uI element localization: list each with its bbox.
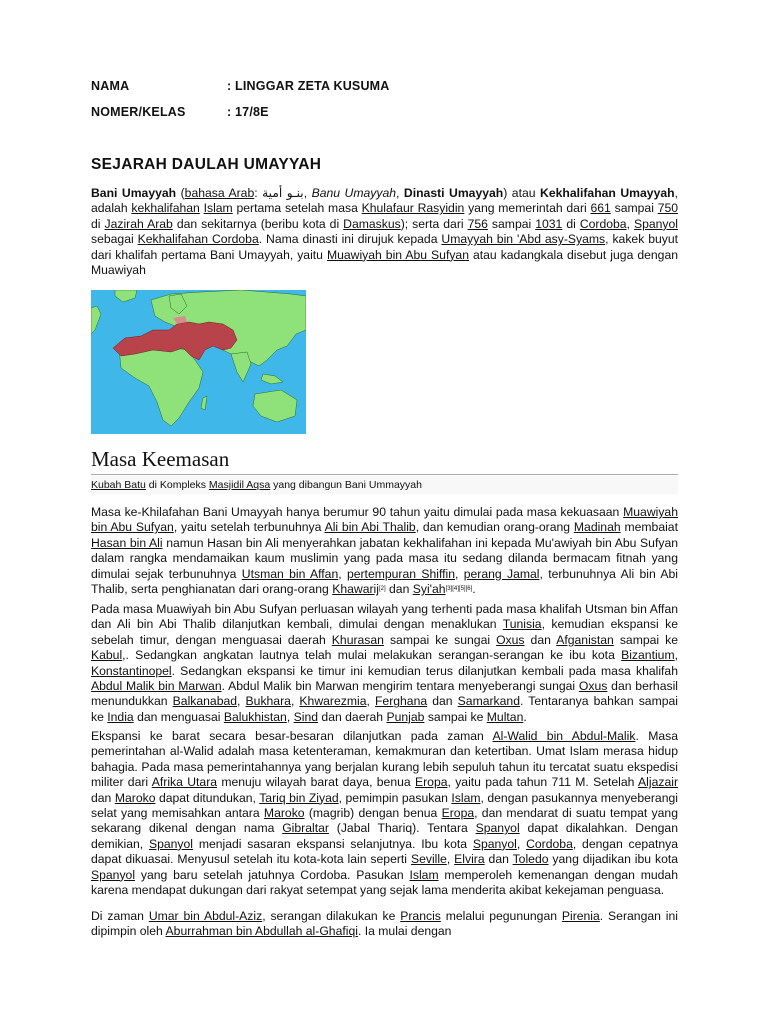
link-hasan-bin-ali[interactable]: Hasan bin Ali [91, 535, 163, 550]
text: Dinasti Umayyah [403, 186, 504, 200]
link-661[interactable]: 661 [590, 201, 611, 216]
link-khawarij[interactable]: Khawarij [332, 582, 379, 597]
text: sampai ke [613, 632, 678, 647]
text: , pemimpin pasukan [338, 790, 452, 805]
class-label: NOMER/KELAS [91, 105, 186, 119]
text: atau kadangkala disebut juga dengan Muawiyah [91, 247, 678, 278]
text: , serangan dilakukan ke [262, 909, 401, 923]
link-toledo[interactable]: Toledo [512, 852, 549, 867]
text: melalui pegunungan [440, 909, 562, 923]
link-oxus-2[interactable]: Oxus [578, 679, 608, 694]
text: , [290, 694, 300, 709]
text: . Masa pemerintahan al-Walid adalah masa ketenteraman, kemakmuran dan ketertiban. Umat Islam merasa hidup bahagia. Pada masa pemerintahannya yang berjalan kurang lebih sepuluh tahun itu tercatat suatu ekspedisi militer dari [91, 729, 678, 790]
link-islam-2[interactable]: Islam [451, 790, 481, 805]
link-abdul-malik-bin-marwan[interactable]: Abdul Malik bin Marwan [91, 679, 222, 694]
link-konstantinopel[interactable]: Konstantinopel [91, 663, 172, 678]
text: membaiat [620, 520, 678, 535]
text: dan [385, 582, 413, 597]
text: dapat ditundukan, [155, 790, 260, 805]
footnote-ref[interactable]: [2] [378, 586, 386, 593]
text: , dengan pasukannya menyeberangi selat yang memisahkan antara [91, 790, 678, 821]
text: Pada masa Muawiyah bin Abu Sufyan perluasan wilayah yang terhenti pada masa khalifah Utsman bin Affan dan Ali bin Abi Thalib dilanjutkan kembali, dimulai dengan menaklukan [91, 602, 678, 632]
text: dan [484, 852, 513, 867]
text: ( [176, 186, 185, 200]
text: , dan mendarat di suatu tempat yang sekarang dikenal dengan nama [91, 806, 678, 836]
link-bahasa-arab[interactable]: bahasa Arab [184, 186, 255, 200]
paragraph-1 [91, 505, 678, 597]
text: , yaitu setelah terbunuhnya [173, 520, 325, 535]
link-spanyol-2[interactable]: Spanyol [475, 821, 520, 836]
world-map-image [91, 290, 306, 434]
text: , kemudian ekspansi ke sebelah timur, dengan menguasai daerah [91, 617, 678, 647]
text: yang dijadikan ibu kota [548, 852, 679, 867]
text: Bani Umayyah [91, 186, 177, 200]
paragraph-2 [91, 602, 678, 725]
text: : بنـو أمية, [254, 186, 312, 200]
link-aljazair[interactable]: Aljazair [638, 775, 679, 790]
link-maroko-2[interactable]: Maroko [263, 806, 305, 821]
text: ,. Sedangkan angkatan lautnya telah mulai melakukan serangan-serangan ke ibu kota [122, 648, 622, 663]
text: namun Hasan bin Ali menyerahkan jabatan kekhalifahan ini kepada Mu'awiyah bin Abu Sufyan dalam rangka mendamaikan kaum muslimin yang pada masa itu sedang dilanda bermacam fitnah yang dimulai sejak terbunuhnya [91, 535, 678, 581]
link-syiah[interactable]: Syi'ah [412, 582, 446, 597]
link-umar-bin-abdul-aziz[interactable]: Umar bin Abdul-Aziz [148, 909, 263, 923]
text: , [237, 694, 246, 709]
text: memperoleh kemenangan dengan mudah karena mendapat dukungan dari rakyat setempat yang sejak lama menderita akibat kekejaman penguasa. [91, 867, 678, 898]
text: sampai [610, 201, 658, 216]
link-jazirah-arab[interactable]: Jazirah Arab [104, 216, 173, 231]
link-umayyah-bin-abd-asy-syams[interactable]: Umayyah bin 'Abd asy-Syams [441, 232, 606, 247]
link-spanyol-5[interactable]: Spanyol [91, 867, 136, 882]
text: di [562, 216, 580, 231]
link-maroko[interactable]: Maroko [114, 790, 156, 805]
link-islam-3[interactable]: Islam [409, 867, 439, 882]
text: . Serangan ini dipimpin oleh [91, 909, 678, 939]
text: ) atau [503, 186, 541, 200]
link-khwarezmia[interactable]: Khwarezmia [299, 694, 367, 709]
text: dan [427, 694, 458, 709]
document-title: SEJARAH DAULAH UMAYYAH [91, 156, 322, 173]
link-756[interactable]: 756 [467, 216, 488, 231]
text: yang memerintah dari [464, 201, 591, 216]
text: Ekspansi ke barat secara besar-besaran dilanjutkan pada zaman [91, 729, 493, 743]
text: yang baru setelah jatuhnya Cordoba. Pasukan [135, 867, 410, 882]
text: , [674, 648, 678, 663]
text: , yaitu pada tahun 711 M. Setelah [447, 775, 639, 790]
link-gibraltar[interactable]: Gibraltar [282, 821, 329, 836]
text: . Sedangkan ekspansi ke timur ini kemudian terus dilanjutkan kembali pada masa khalifah [171, 663, 678, 678]
link-islam[interactable]: Islam [203, 201, 233, 216]
text: . Ia mulai dengan [357, 924, 452, 939]
link-spanyol-4[interactable]: Spanyol [472, 836, 517, 851]
link-madinah[interactable]: Madinah [573, 520, 621, 535]
text: , terbunuhnya Ali bin Abi Thalib, serta penghianatan dari orang-orang [91, 566, 678, 597]
link-kubah-batu[interactable]: Kubah Batu [91, 479, 146, 491]
text: . [523, 709, 527, 724]
link-damaskus[interactable]: Damaskus [343, 216, 401, 231]
link-tariq-bin-ziyad[interactable]: Tariq bin Ziyad [259, 790, 339, 805]
link-pirenia[interactable]: Pirenia [561, 909, 600, 923]
link-elvira[interactable]: Elvira [454, 852, 485, 867]
link-kekhalifahan[interactable]: kekhalifahan [131, 201, 200, 216]
link-afrika-utara[interactable]: Afrika Utara [151, 775, 218, 790]
section-heading: Masa Keemasan [91, 447, 678, 475]
image-caption [91, 476, 678, 494]
text: , [626, 216, 634, 231]
name-value: : LINGGAR ZETA KUSUMA [227, 79, 390, 93]
link-cordoba[interactable]: Cordoba [579, 216, 627, 231]
link-pertempuran-shiffin[interactable]: pertempuran Shiffin [346, 566, 456, 581]
link-aburrahman-al-ghafiqi[interactable]: Aburrahman bin Abdullah al-Ghafiqi [165, 924, 358, 939]
link-kabul[interactable]: Kabul [91, 648, 123, 663]
link-kekhalifahan-cordoba[interactable]: Kekhalifahan Cordoba [137, 232, 259, 247]
text: , adalah [91, 186, 678, 216]
link-eropa[interactable]: Eropa [414, 775, 448, 790]
text: menjadi sasaran ekspansi selanjutnya. Ibu kota [193, 836, 473, 851]
text: , [396, 186, 404, 200]
link-seville[interactable]: Seville [410, 852, 447, 867]
class-row [91, 105, 269, 119]
link-masjidil-aqsa[interactable]: Masjidil Aqsa [208, 479, 271, 491]
text: Masa ke-Khilafahan Bani Umayyah hanya berumur 90 tahun yaitu dimulai pada masa kekuasaan [91, 505, 624, 519]
text: yang dibangun Bani Ummayyah [270, 479, 422, 491]
link-al-walid[interactable]: Al-Walid bin Abdul-Malik [492, 729, 636, 743]
text: sampai ke [424, 709, 487, 724]
text: di [91, 216, 105, 231]
link-india[interactable]: India [107, 709, 134, 724]
text: dan daerah [318, 709, 387, 724]
text: (magrib) dengan benua [304, 806, 442, 821]
text: dan berhasil menundukkan [91, 679, 678, 709]
link-punjab[interactable]: Punjab [386, 709, 425, 724]
text: , dan kemudian orang-orang [415, 520, 574, 535]
link-spanyol-3[interactable]: Spanyol [148, 836, 194, 851]
text: , [446, 852, 455, 867]
link-khurasan[interactable]: Khurasan [331, 632, 384, 647]
text: , [338, 566, 347, 581]
link-oxus[interactable]: Oxus [496, 632, 525, 647]
link-muawiyah[interactable]: Muawiyah bin Abu Sufyan [91, 505, 678, 535]
text: . [472, 582, 476, 597]
text: dapat dikalahkan. Dengan demikian, [91, 821, 678, 851]
link-muawiyah-bin-abu-sufyan[interactable]: Muawiyah bin Abu Sufyan [326, 247, 469, 262]
text: dan menguasai [133, 709, 224, 724]
text: , [516, 836, 527, 851]
text: ); serta dari [400, 216, 468, 231]
map-svg [91, 290, 306, 434]
link-eropa-2[interactable]: Eropa [441, 806, 475, 821]
text: dan sekitarnya (beribu kota di [172, 216, 344, 231]
link-afganistan[interactable]: Afganistan [556, 632, 614, 647]
link-bizantium[interactable]: Bizantium [621, 648, 675, 663]
text: pertama setelah masa [232, 201, 362, 216]
name-row [91, 79, 390, 93]
link-ferghana[interactable]: Ferghana [374, 694, 428, 709]
text: dan [91, 790, 115, 805]
text: sampai [487, 216, 536, 231]
text: menuju wilayah barat daya, benua [217, 775, 415, 790]
link-multan[interactable]: Multan [486, 709, 524, 724]
footnote-ref[interactable]: [3][4][5][6] [445, 586, 473, 593]
link-1031[interactable]: 1031 [535, 216, 563, 231]
link-utsman-bin-affan[interactable]: Utsman bin Affan [241, 566, 339, 581]
link-balukhistan[interactable]: Balukhistan [223, 709, 287, 724]
text: di Kompleks [145, 479, 209, 491]
text: dan [524, 632, 557, 647]
text: Kekhalifahan Umayyah [540, 186, 675, 200]
link-samarkand[interactable]: Samarkand [457, 694, 520, 709]
text: , [286, 709, 294, 724]
link-tunisia[interactable]: Tunisia [502, 617, 542, 632]
class-value: : 17/8E [227, 105, 269, 119]
link-prancis[interactable]: Prancis [400, 909, 441, 923]
text: Di zaman [91, 909, 149, 923]
link-ali-bin-abi-thalib[interactable]: Ali bin Abi Thalib [324, 520, 416, 535]
text: , kakek buyut dari khalifah pertama Bani Umayyah, yaitu [91, 232, 679, 262]
text: (Jabal Thariq). Tentara [328, 821, 476, 836]
text: sebagai [91, 232, 138, 247]
text: , [366, 694, 375, 709]
paragraph-3 [91, 729, 678, 898]
text: , [455, 566, 464, 581]
link-khulafaur-rasyidin[interactable]: Khulafaur Rasyidin [361, 201, 465, 216]
name-label: NAMA [91, 79, 130, 93]
paragraph-4 [91, 909, 678, 940]
text: . Tentaranya bahkan sampai ke [91, 694, 678, 724]
link-750[interactable]: 750 [657, 201, 679, 216]
text: Banu Umayyah [311, 186, 397, 200]
intro-paragraph [91, 186, 678, 278]
text: , dengan cepatnya dapat dikuasai. Menyusul setelah itu kota-kota lain seperti [91, 836, 678, 867]
text: . Abdul Malik bin Marwan mengirim tentara menyeberangi sungai [221, 679, 579, 694]
link-cordoba-2[interactable]: Cordoba [526, 836, 573, 851]
link-bukhara[interactable]: Bukhara [245, 694, 291, 709]
link-balkanabad[interactable]: Balkanabad [172, 694, 238, 709]
text: . Nama dinasti ini dirujuk kepada [258, 232, 442, 247]
link-sind[interactable]: Sind [293, 709, 319, 724]
link-spanyol[interactable]: Spanyol [633, 216, 679, 231]
link-perang-jamal[interactable]: perang Jamal [463, 566, 540, 581]
text: sampai ke sungai [383, 632, 497, 647]
